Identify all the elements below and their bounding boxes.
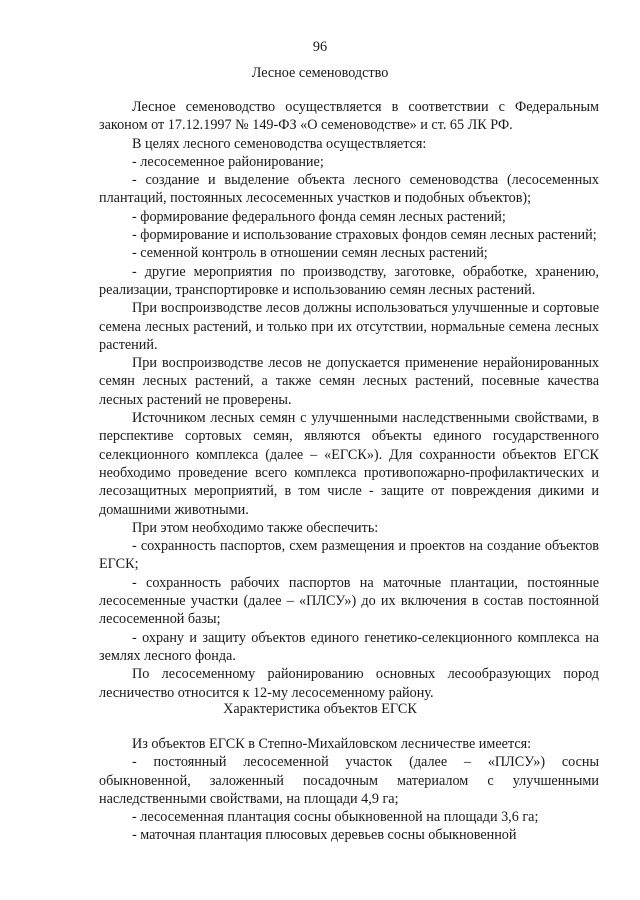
list-item: - лесосеменное районирование; (132, 153, 324, 170)
section-subtitle: Характеристика объектов ЕГСК (223, 701, 417, 717)
list-item: - маточная плантация плюсовых деревьев сосны обыкновенной (132, 827, 517, 844)
list-item: - постоянный лесосеменной участок (далее – «ПЛСУ») сосны обыкновенной, заложенный посадочным материалом с улучшенными наследственными свойствами, на площади 4,9 га; (99, 754, 599, 807)
paragraph: Источником лесных семян с улучшенными наследственными свойствами, в перспективе сортовых семян, являются объекты единого государственного селекционного комплекса (далее – «ЕГСК»). Для сохранности объектов ЕГСК необходимо проведение всего комплекса противопожарно-профилактических и лесозащитных мероприятий, в том числе - защите от повреждения дикими и домашними животными. (99, 410, 599, 518)
list-item: - лесосеменная плантация сосны обыкновенной на площади 3,6 га; (132, 809, 539, 826)
list-item: - охрану и защиту объектов единого генетико-селекционного комплекса на землях лесного фонда. (99, 629, 599, 664)
list-item: - сохранность паспортов, схем размещения и проектов на создание объектов ЕГСК; (99, 538, 599, 573)
paragraph: Лесное семеноводство осуществляется в соответствии с Федеральным законом от 17.12.1997 № 149-ФЗ «О семеноводстве» и ст. 65 ЛК РФ. (99, 99, 599, 134)
list-item: - создание и выделение объекта лесного семеноводства (лесосеменных плантаций, постоянных лесосеменных участков и подобных объектов); (99, 172, 599, 207)
page-number: 96 (312, 39, 328, 55)
list-item: - формирование федерального фонда семян лесных растений; (132, 208, 506, 225)
paragraph: При воспроизводстве лесов должны использоваться улучшенные и сортовые семена лесных растений, и только при их отсутствии, нормальные семена лесных растений. (99, 300, 599, 353)
list-item: - другие мероприятия по производству, заготовке, обработке, хранению, реализации, транспортировке и использованию семян лесных растений. (99, 263, 599, 298)
section-title: Лесное семеноводство (251, 65, 389, 81)
paragraph: В целях лесного семеноводства осуществляется: (132, 135, 427, 152)
list-item: - сохранность рабочих паспортов на маточные плантации, постоянные лесосеменные участки (далее – «ПЛСУ») до их включения в состав постоянной лесосеменной базы; (99, 574, 599, 628)
list-item: - формирование и использование страховых фондов семян лесных растений; (132, 227, 597, 244)
list-item: - семенной контроль в отношении семян лесных растений; (132, 245, 488, 262)
paragraph: При воспроизводстве лесов не допускается применение нерайонированных семян лесных растений, а также семян лесных растений, посевные качества лесных растений не проверены. (99, 355, 599, 408)
subsection-body (99, 735, 599, 845)
paragraph: По лесосеменному районированию основных лесообразующих пород лесничество относится к 12-му лесосеменному району. (99, 666, 599, 701)
paragraph: Из объектов ЕГСК в Степно-Михайловском лесничестве имеется: (132, 736, 532, 752)
section-body (99, 98, 599, 702)
paragraph: При этом необходимо также обеспечить: (132, 519, 379, 536)
